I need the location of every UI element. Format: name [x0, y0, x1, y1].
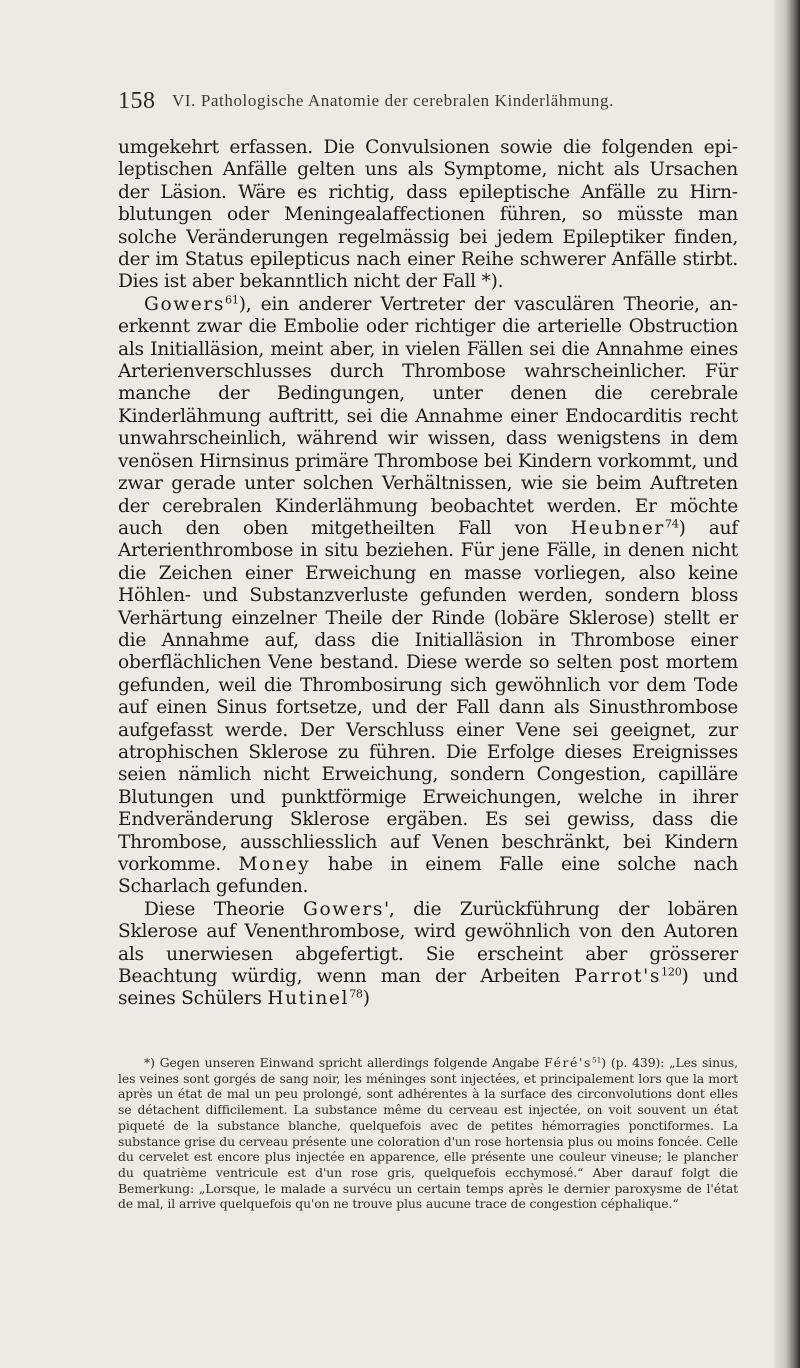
- running-head: VI. Pathologische Anatomie der cerebralen Kinderlähmung.: [172, 91, 614, 110]
- paragraph-3-text-d: ): [362, 988, 370, 1010]
- author-gowers: Gowers: [144, 293, 225, 315]
- footnote: [118, 1055, 738, 1212]
- citation-74: 74: [664, 517, 679, 531]
- author-parrot: Parrot's: [574, 966, 661, 988]
- paragraph-3-text-c: ) und seines Schülers: [118, 966, 738, 1010]
- paragraph-2-text-b: ) auf Arterienthrombose in situ beziehen. Für jene Fälle, in denen nicht die Zeichen einer Erweichung en masse vorliegen, also keine Höhlen- und Substanzverluste gefunden werden, sondern bloss Verhärtung einzelner Theile der Rinde (lobäre Sklerose) stellt er die Annahme auf, dass die Initialläsion in Thrombose einer oberflächlichen Vene bestand. Diese werde so selten post mortem gefunden, weil die Thrombosirung sich gewöhnlich vor dem Tode auf einen Sinus fortsetze, und der Fall dann als Sinusthrombose aufgefasst werde. Der Verschluss einer Vene sei geeignet, zur atrophischen Sklerose zu führen. Die Erfolge dieses Ereignisses seien nämlich nicht Erweichung, sondern Congestion, capilläre Blutungen und punktförmige Erweichungen, welche in ihrer Endveränderung Sklerose ergäben. Es sei gewiss, dass die Thrombose, ausschliesslich auf Venen beschränkt, bei Kindern vorkomme.: [118, 517, 738, 875]
- page-edge-shadow: [774, 0, 800, 1368]
- paragraph-2-text-c: habe in einem Falle eine solche nach Scharlach gefunden.: [118, 854, 738, 898]
- main-text: [118, 137, 738, 1011]
- paragraph-2: [118, 294, 738, 899]
- paragraph-1-text: umgekehrt erfassen. Die Convulsionen sowie die folgenden epileptischen Anfälle gelten uns als Symptome, nicht als Ursachen der Läsion. Wäre es richtig, dass epileptische Anfälle zu Hirnblutungen oder Meningealaffectionen führen, so müsste man solche Veränderungen regelmässig bei jedem Epileptiker finden, der im Status epilepticus nach einer Reihe schwerer Anfälle stirbt. Dies ist aber bekanntlich nicht der Fall *).: [118, 137, 738, 293]
- paragraph-1: [118, 137, 738, 294]
- page-header: [118, 88, 738, 118]
- citation-51: 51: [591, 1055, 602, 1065]
- author-heubner: Heubner: [570, 517, 665, 539]
- citation-78: 78: [349, 987, 363, 1001]
- author-hutinel: Hutinel: [267, 988, 350, 1010]
- author-fere: Féré's: [544, 1055, 592, 1070]
- footnote-text-b: ) (p. 439): „Les sinus, les veines sont gorgés de sang noir, les méninges sont injectées, et principalement lors que la mort après un état de mal un peu prolongé, sont adhérentes à la surface des circonvolutions dont elles se détachent difficilement. La substance même du cerveau est injectée, on voit souvent un état piqueté de la substance blanche, quelquefois avec de petites hémorragies ponctiformes. La substance grise du cerveau présente une coloration d'un rose hortensia plus ou moins foncée. Celle du cervelet est encore plus injectée en apparence, elle présente une couleur vineuse; le plancher du quatrième ventricule est d'un rose gris, quelquefois ecchymosé.“ Aber darauf folgt die Bemerkung: „Lorsque, le malade a survécu un certain temps après le dernier paroxysme de l'état de mal, il arrive quelquefois qu'on ne trouve plus aucune trace de congestion céphalique.“: [118, 1055, 738, 1212]
- author-gowers-2: Gowers: [302, 898, 384, 920]
- citation-61: 61: [225, 293, 239, 307]
- paragraph-3-text-a: Diese Theorie: [144, 898, 303, 920]
- paragraph-2-text-a: ), ein anderer Vertreter der vasculären Theorie, anerkennt zwar die Embolie oder richtiger die arterielle Obstruction als Initialläsion, meint aber, in vielen Fällen sei die Annahme eines Arterienverschlusses durch Thrombose wahrscheinlicher. Für manche der Bedingungen, unter denen die cerebrale Kinderlähmung auftritt, sei die Annahme einer Endocarditis recht unwahrscheinlich, während wir wissen, dass wenigstens in dem venösen Hirnsinus primäre Thrombose bei Kindern vorkommt, und zwar gerade unter solchen Verhältnissen, wie sie beim Auftreten der cerebralen Kinderlähmung beobachtet werden. Er möchte auch den oben mitgetheilten Fall von: [118, 293, 738, 539]
- paragraph-3: [118, 899, 738, 1011]
- footnote-text-a: *) Gegen unseren Einwand spricht allerdings folgende Angabe: [144, 1055, 545, 1070]
- citation-120: 120: [661, 965, 682, 979]
- paragraph-3-text-b: ', die Zurückführung der lobären Sklerose auf Venenthrombose, wird gewöhnlich von den Autoren als unerwiesen abgefertigt. Sie erscheint aber grösserer Beachtung würdig, wenn man der Arbeiten: [118, 898, 738, 988]
- page-number: 158: [118, 88, 156, 114]
- author-money: Money: [238, 854, 311, 875]
